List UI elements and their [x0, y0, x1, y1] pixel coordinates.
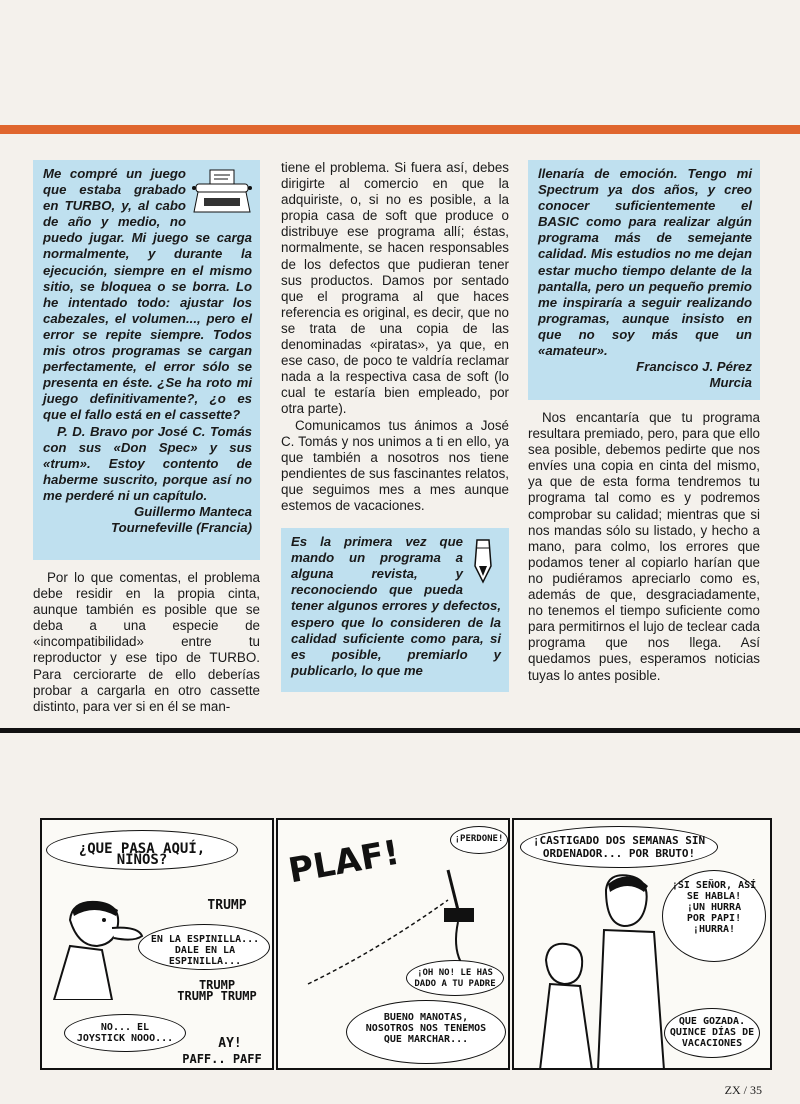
- comic-strip: [40, 818, 772, 1070]
- top-accent-bar: [0, 125, 800, 134]
- pen-icon: [469, 536, 497, 584]
- father-figure-drawing: [42, 880, 152, 1000]
- reader-letter-2: [281, 528, 509, 692]
- letter-1-text: Me compré un juego que estaba grabado en TURBO, y, al cabo de año y medio, no puedo jugar. Mi juego se carga normalmente, y durante la ejecución, siempre en el mismo sitio, se bloquea o se borra. Lo he intentado todo: ajustar los cabezales, el volumen..., pero el error se repite siempre. Todos mis otros programas se cargan perfectamente, el error sólo se presenta en éste. ¿Se ha roto mi juego definitivamente?, ¿o es que el fallo está en el cassette?: [43, 166, 252, 423]
- comic-speech-oh-no: ¡OH NO! LE HAS DADO A TU PADRE: [414, 968, 496, 989]
- letter-2-signature-place: Murcia: [709, 375, 752, 391]
- comic-sfx-ay: AY!: [218, 1036, 242, 1051]
- column-3: [528, 160, 760, 684]
- typewriter-icon: [192, 168, 252, 216]
- reader-letter-2-continued: [528, 160, 760, 400]
- comic-speech-perdone: ¡PERDONE!: [454, 834, 504, 844]
- comic-speech-question: ¿QUE PASA AQUÍ, NIÑOS?: [78, 841, 206, 868]
- column-1: [33, 160, 260, 715]
- comic-speech-joystick: NO... EL JOYSTICK NOOO...: [76, 1022, 174, 1044]
- answer-2-text: Nos encantaría que tu programa resultara premiado, pero, para que ello sea posible, debemos pedirte que nos envíes una copia en cinta del mismo, ya que de esta forma tendremos tu programa tal como es y podremos comprobar su calidad; mientras que si nos mandas sólo su listado, y hecho a mano, para colmo, los errores que podamos tener al copiarlo harían que no pudiéramos apreciarlo como es, además de que, desgraciadamente, no tenemos el tiempo suficiente como para permitirnos el lujo de teclear cada programa que nos llega. Así quedamos pues, esperamos noticias tuyas lo antes posible.: [528, 410, 760, 683]
- letter-1-ps: P. D. Bravo por José C. Tomás con sus «Don Spec» y sus «trum». Estoy contento de haberme suscrito, porque así no me perderé ni un capítulo.: [43, 423, 252, 503]
- comic-panel-2: [276, 818, 510, 1070]
- letter-2-signature-name: Francisco J. Pérez: [636, 359, 752, 375]
- comic-speech-gozada: QUE GOZADA. QUINCE DÍAS DE VACACIONES: [669, 1016, 755, 1049]
- comic-speech-hurra: ¡SI SEÑOR, ASÍ SE HABLA! ¡UN HURRA POR PAPI! ¡HURRA!: [671, 880, 757, 935]
- comic-panel-3: [512, 818, 772, 1070]
- section-divider: [0, 728, 800, 733]
- father-and-kid-drawing: [534, 870, 674, 1070]
- comic-sfx-trump-2: TRUMP TRUMP TRUMP: [177, 978, 257, 1003]
- page-number: ZX / 35: [724, 1083, 762, 1097]
- letter-2-text: Es la primera vez que mando un programa a alguna revista, y reconociendo que pueda tener algunos errores y defectos, espero que lo consideren de la calidad suficiente como para, si es posible, premiarlo y publicarlo, lo que me: [291, 534, 501, 678]
- comic-panel-1: [40, 818, 274, 1070]
- comic-speech-castigado: ¡CASTIGADO DOS SEMANAS SIN ORDENADOR... POR BRUTO!: [532, 834, 706, 860]
- column-2: [281, 160, 509, 692]
- answer-1-continued-2: Comunicamos tus ánimos a José C. Tomás y nos unimos a ti en ello, ya que también a nosotros nos tiene pendientes de sus fascinantes relatos, que seguimos mes a mes aunque estemos de vacaciones.: [281, 417, 509, 513]
- comic-sfx-paff: PAFF.. PAFF: [182, 1052, 262, 1066]
- letter-2-continued-text: llenaría de emoción. Tengo mi Spectrum ya dos años, y creo conocer suficientemente el BASIC como para realizar algún programa más de semejante calidad. Mis estudios no me dejan estar mucho tiempo delante de la pantalla, pero un pequeño premio me inspiraría a seguir realizando programas, aunque insisto en que no soy más que un «amateur».: [538, 166, 752, 359]
- letter-1-signature-name: Guillermo Manteca: [134, 503, 252, 519]
- letter-1-signature-place: Tournefeville (Francia): [111, 520, 252, 536]
- comic-sfx-trump-1: TRUMP: [207, 898, 247, 913]
- reader-letter-1: [33, 160, 260, 560]
- comic-speech-manotas: BUENO MANOTAS, NOSOTROS NOS TENEMOS QUE MARCHAR...: [365, 1012, 487, 1045]
- comic-speech-shin: EN LA ESPINILLA... DALE EN LA ESPINILLA...: [150, 934, 260, 967]
- comic-sfx-plaf: PLAF!: [285, 832, 403, 892]
- answer-1-continued: tiene el problema. Si fuera así, debes dirigirte al comercio en que la adquiriste, o, si no es posible, a la propia casa de soft que produce o distribuye ese programa allí; éstas, normalmente, se hacen responsables de los defectos que pudieran tener sus productos. Damos por sentado que el programa al que haces referencia es original, es decir, que no se trata de una copia de las denominadas «piratas», ya que, en ese caso, de poco te valdría reclamar nada a la respectiva casa de soft (lo cual te estaría bien empleado, por otra parte).: [281, 160, 509, 417]
- answer-1-text: Por lo que comentas, el problema debe residir en la propia cinta, aunque también es posible que se deba a una especie de «incompatibilidad» entre tu reproductor y ese tipo de TURBO. Para cerciorarte de ello deberías probar a cargarla en otro cassette distinto, para ver si en él se man-: [33, 570, 260, 714]
